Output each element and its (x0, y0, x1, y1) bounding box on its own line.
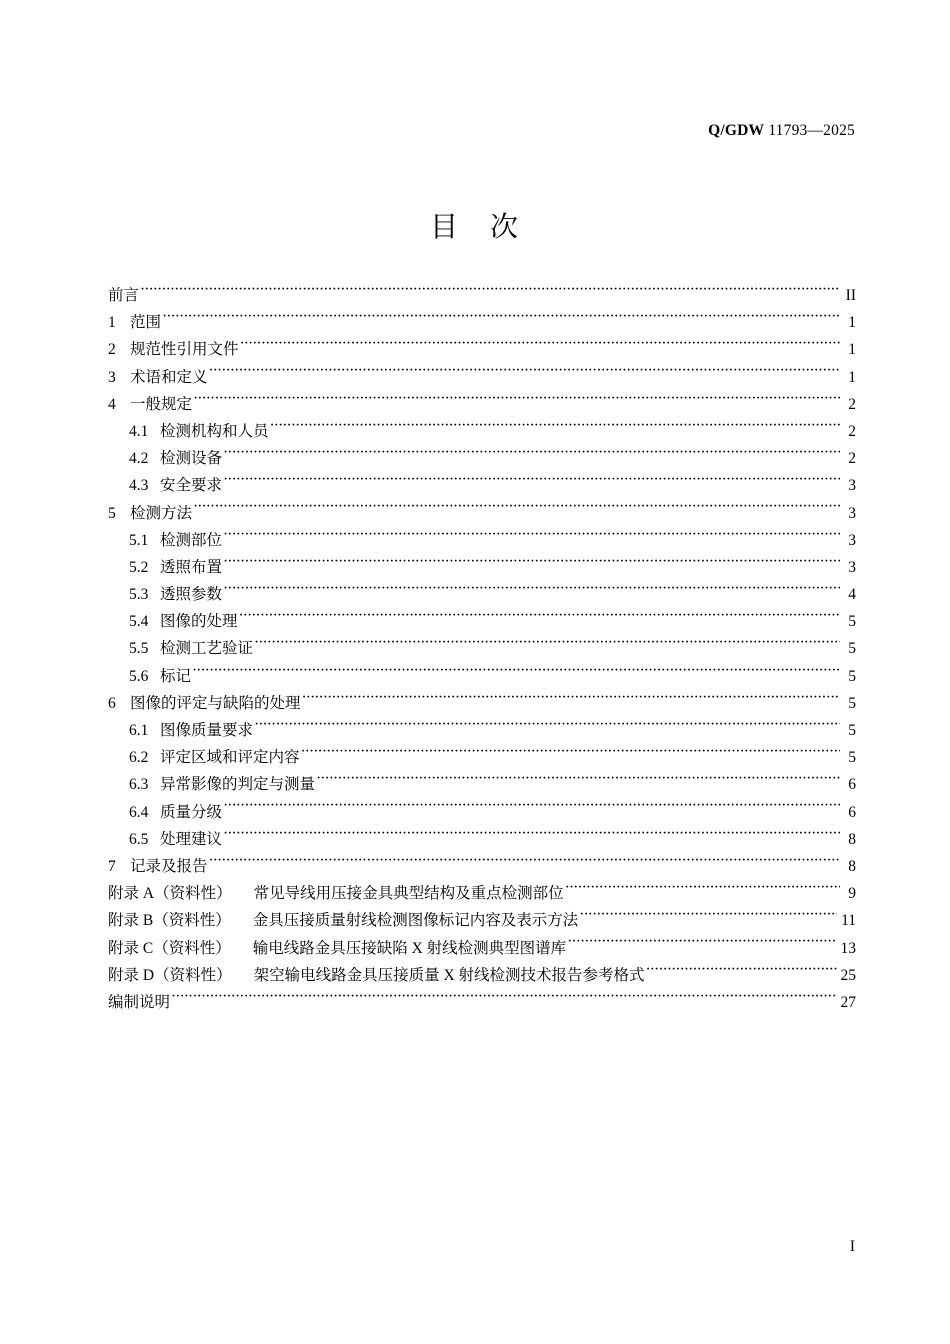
dot-leader (209, 366, 840, 382)
toc-entry-label: 规范性引用文件 (130, 341, 239, 359)
toc-entry-page: 5 (848, 613, 856, 631)
toc-entry[interactable] (108, 800, 856, 827)
toc-entry[interactable] (108, 446, 856, 473)
toc-entry[interactable] (108, 473, 856, 500)
toc-entry-label: 检测机构和人员 (160, 422, 269, 440)
dot-leader (565, 883, 840, 899)
toc-entry-number: 5.1 (129, 531, 149, 549)
toc-entry-label: 检测部位 (160, 531, 223, 549)
dot-leader (193, 502, 840, 518)
toc-entry[interactable] (108, 772, 856, 799)
standard-code: Q/GDW (708, 122, 765, 139)
toc-entry[interactable] (108, 827, 856, 854)
toc-entry-number: 3 (108, 368, 116, 386)
toc-entry-number: 5 (108, 504, 116, 522)
toc-entry-page: II (845, 287, 856, 304)
toc-entry[interactable] (108, 310, 856, 337)
toc-entry[interactable] (108, 555, 856, 582)
appendix-tag: 附录 B（资料性） (108, 912, 231, 930)
appendix-title: 金具压接质量射线检测图像标记内容及表示方法 (252, 912, 579, 930)
toc-entry-number: 6.2 (129, 749, 149, 767)
dot-leader (223, 475, 840, 491)
dot-leader (223, 529, 840, 545)
document-footer (0, 1238, 855, 1256)
toc-entry-number: 6 (108, 694, 116, 712)
dot-leader (223, 828, 840, 844)
dot-leader (254, 720, 840, 736)
toc-entry[interactable] (108, 283, 856, 310)
dot-leader (302, 692, 840, 708)
toc-entry-label: 检测设备 (160, 450, 223, 468)
toc-entry-number: 1 (108, 314, 116, 332)
dot-leader (193, 393, 840, 409)
toc-entry-label: 图像质量要求 (160, 722, 254, 739)
toc-entry-label: 术语和定义 (130, 368, 208, 386)
toc-entry-page: 3 (848, 477, 856, 495)
dot-leader (192, 665, 840, 681)
toc-entry-page: 13 (840, 939, 856, 957)
toc-entry[interactable] (108, 664, 856, 691)
toc-entry-page: 2 (848, 422, 856, 440)
toc-entry-page: 3 (848, 531, 856, 549)
appendix-title: 架空输电线路金具压接质量 X 射线检测技术报告参考格式 (253, 966, 645, 984)
toc-entry-label (108, 963, 645, 985)
toc-entry-page: 1 (848, 368, 856, 386)
dot-leader (223, 584, 840, 600)
toc-entry-page: 3 (848, 504, 856, 522)
toc-entry-page: 25 (840, 966, 856, 984)
dot-leader (316, 774, 840, 790)
toc-entry[interactable] (108, 691, 856, 718)
toc-entry-label: 评定区域和评定内容 (160, 749, 300, 767)
toc-entry-number: 2 (108, 341, 116, 359)
toc-entry-page: 5 (848, 694, 856, 712)
toc-entry-label (108, 936, 566, 958)
toc-entry-page: 5 (848, 749, 856, 767)
toc-entry-page: 5 (848, 667, 856, 685)
toc-entry-page: 6 (848, 803, 856, 821)
toc-entry-page: 8 (848, 857, 856, 875)
toc-entry-number: 4.3 (129, 477, 149, 495)
standard-number: 11793—2025 (768, 122, 855, 139)
toc-entry-label: 记录及报告 (130, 857, 208, 875)
appendix-spacer (231, 908, 253, 930)
toc-entry-label: 标记 (160, 667, 192, 685)
toc-entry-number: 4 (108, 395, 116, 413)
toc-entry-number: 7 (108, 857, 116, 875)
toc-entry-label: 范围 (130, 314, 162, 332)
toc-entry-page: 5 (848, 722, 856, 739)
page-title-left: 目 (429, 211, 460, 242)
toc-entry-page: 6 (848, 776, 856, 794)
toc-entry[interactable] (108, 419, 856, 446)
toc-entry-page: 27 (840, 993, 856, 1011)
toc-entry[interactable] (108, 501, 856, 528)
toc-entry[interactable] (108, 337, 856, 364)
appendix-spacer (231, 936, 253, 958)
toc-entry-label: 透照参数 (160, 586, 223, 604)
toc-entry-number: 4.1 (129, 422, 149, 440)
toc-entry-page: 11 (841, 912, 856, 930)
toc-entry-label: 编制说明 (108, 993, 171, 1011)
toc-entry-page: 9 (848, 885, 856, 903)
dot-leader (140, 285, 840, 301)
toc-appendix-entry[interactable] (108, 936, 856, 963)
toc-entry[interactable] (108, 392, 856, 419)
toc-entry-page: 4 (848, 586, 856, 604)
toc-entry-number: 5.6 (129, 667, 149, 685)
toc-appendix-entry[interactable] (108, 881, 856, 908)
toc-entry-number: 5.4 (129, 613, 149, 631)
page-title (0, 205, 950, 245)
dot-leader (162, 312, 840, 328)
toc-entry-number: 5.3 (129, 586, 149, 604)
toc-entry[interactable] (108, 365, 856, 392)
dot-leader (567, 937, 836, 953)
dot-leader (223, 801, 840, 817)
dot-leader (223, 448, 840, 464)
dot-leader (579, 910, 837, 926)
toc-appendix-entry[interactable] (108, 963, 856, 990)
appendix-spacer (232, 881, 254, 903)
toc-entry-number: 4.2 (129, 450, 149, 468)
dot-leader (270, 420, 840, 436)
appendix-tag: 附录 A（资料性） (108, 885, 232, 903)
toc-entry-label (108, 881, 564, 903)
appendix-title: 常见导线用压接金具典型结构及重点检测部位 (253, 885, 564, 903)
dot-leader (240, 339, 840, 355)
table-of-contents (108, 283, 856, 1017)
toc-entry-page: 5 (848, 640, 856, 658)
toc-entry-number: 5.2 (129, 558, 149, 576)
toc-entry-number: 6.5 (129, 830, 149, 848)
toc-entry-label: 检测工艺验证 (160, 640, 254, 658)
page-title-right: 次 (490, 211, 521, 242)
dot-leader (646, 964, 837, 980)
toc-entry-label: 安全要求 (160, 477, 223, 495)
toc-entry-number: 5.5 (129, 640, 149, 658)
toc-entry-label (108, 908, 578, 930)
toc-entry-page: 2 (848, 395, 856, 413)
dot-leader (209, 855, 840, 871)
dot-leader (301, 747, 840, 763)
toc-entry-label: 质量分级 (160, 803, 223, 821)
toc-entry-label: 透照布置 (160, 558, 223, 576)
toc-entry-page: 8 (848, 830, 856, 848)
toc-entry-page: 1 (848, 314, 856, 332)
toc-entry-label: 处理建议 (160, 830, 223, 848)
toc-entry[interactable] (108, 528, 856, 555)
toc-entry[interactable] (108, 636, 856, 663)
toc-entry-number: 6.3 (129, 776, 149, 794)
toc-entry-label: 图像的处理 (160, 613, 238, 631)
footer-page-number: I (849, 1238, 855, 1255)
appendix-title: 输电线路金具压接缺陷 X 射线检测典型图谱库 (252, 939, 567, 957)
toc-entry[interactable] (108, 718, 856, 745)
toc-entry[interactable] (108, 582, 856, 609)
dot-leader (254, 638, 840, 654)
toc-appendix-entry[interactable] (108, 908, 856, 935)
toc-entry[interactable] (108, 609, 856, 636)
dot-leader (171, 991, 836, 1007)
toc-entry-number: 6.4 (129, 803, 149, 821)
toc-entry-label: 一般规定 (130, 395, 193, 413)
dot-leader (223, 556, 840, 572)
dot-leader (239, 611, 840, 627)
appendix-spacer (232, 963, 254, 985)
toc-entry-label: 图像的评定与缺陷的处理 (130, 694, 301, 712)
toc-entry[interactable] (108, 745, 856, 772)
toc-entry[interactable] (108, 990, 856, 1017)
document-header (0, 122, 855, 140)
appendix-tag: 附录 D（资料性） (108, 966, 232, 984)
toc-entry-page: 1 (848, 341, 856, 359)
toc-entry-label: 异常影像的判定与测量 (160, 776, 316, 794)
toc-entry-label: 检测方法 (130, 504, 193, 522)
toc-entry[interactable] (108, 854, 856, 881)
toc-entry-page: 2 (848, 450, 856, 468)
toc-entry-page: 3 (848, 558, 856, 576)
toc-entry-number: 6.1 (129, 722, 149, 739)
appendix-tag: 附录 C（资料性） (108, 939, 231, 957)
toc-entry-label: 前言 (108, 287, 140, 304)
